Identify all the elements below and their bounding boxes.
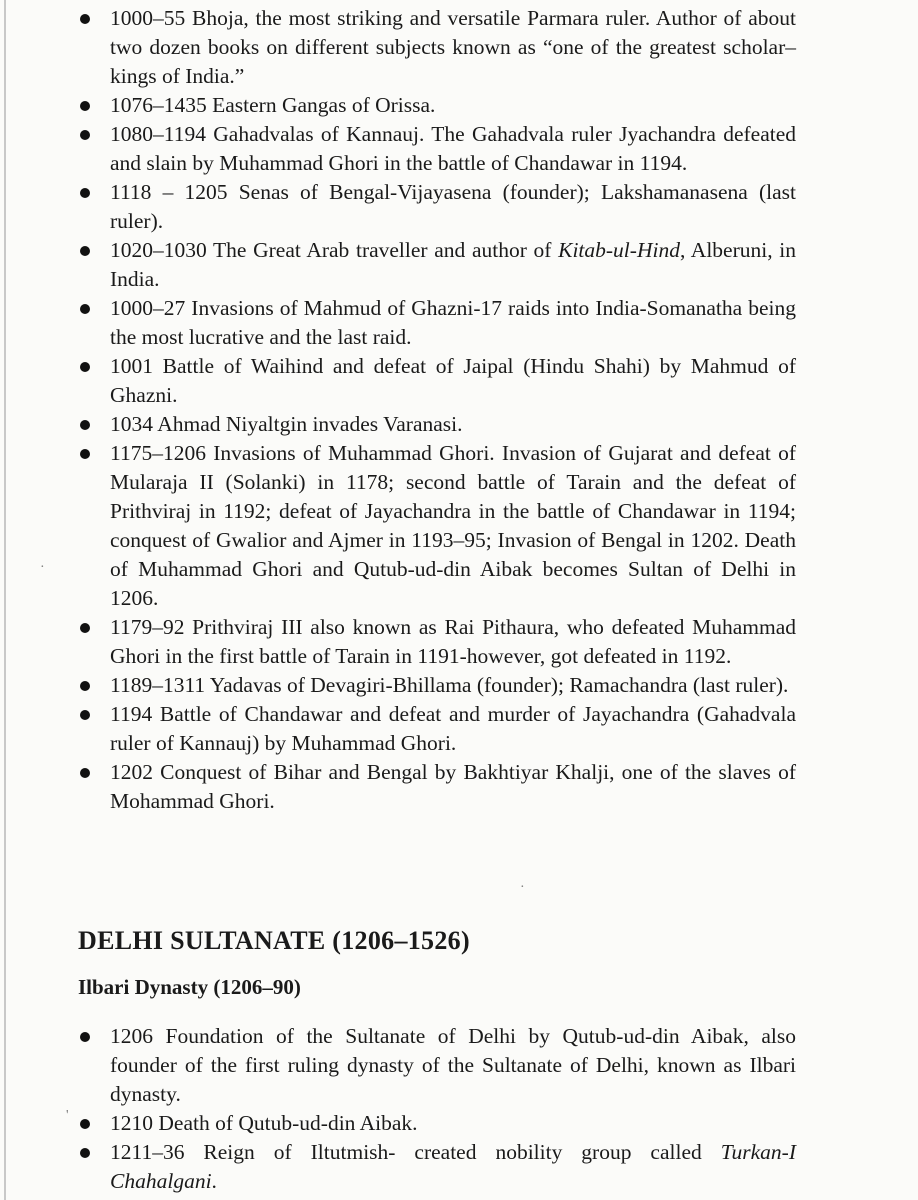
list-item xyxy=(0,758,918,816)
scan-speck: · xyxy=(520,880,525,895)
bullet-icon xyxy=(80,188,90,198)
alberuni-suffix: , Alberuni, in India. xyxy=(110,238,796,291)
list-item-text: 1194 Battle of Chandawar and defeat and murder of Jayachandra (Gahadvala ruler of Kannauj) by Muhammad Ghori. xyxy=(110,702,796,755)
list-item xyxy=(0,236,918,294)
bullet-icon xyxy=(80,449,90,459)
bullet-icon xyxy=(80,304,90,314)
list-item-text: 1001 Battle of Waihind and defeat of Jaipal (Hindu Shahi) by Mahmud of Ghazni. xyxy=(110,354,796,407)
list-item xyxy=(0,178,918,236)
list-item-text: 1175–1206 Invasions of Muhammad Ghori. Invasion of Gujarat and defeat of Mularaja II (Solanki) in 1178; second battle of Tarain and the defeat of Prithviraj in 1192; defeat of Jayachandra in the battle of Chandawar in 1194; conquest of Gwalior and Ajmer in 1193–95; Invasion of Bengal in 1202. Death of Muhammad Ghori and Qutub-ud-din Aibak becomes Sultan of Delhi in 1206. xyxy=(110,441,796,610)
book-title: Kitab-ul-Hind xyxy=(558,238,680,262)
bullet-icon xyxy=(80,362,90,372)
list-item-text: 1000–55 Bhoja, the most striking and versatile Parmara ruler. Author of about two dozen books on different subjects known as “one of the greatest scholar–kings of India.” xyxy=(110,6,796,88)
list-item-text: 1118 – 1205 Senas of Bengal-Vijayasena (founder); Lakshamanasena (last ruler). xyxy=(110,180,796,233)
list-item xyxy=(0,671,918,700)
list-item xyxy=(0,1022,918,1109)
list-item xyxy=(0,4,918,91)
bullet-icon xyxy=(80,420,90,430)
list-item xyxy=(0,410,918,439)
bullet-icon xyxy=(80,710,90,720)
list-item-text: 1000–27 Invasions of Mahmud of Ghazni-17 raids into India-Somanatha being the most lucrative and the last raid. xyxy=(110,296,796,349)
bullet-icon xyxy=(80,246,90,256)
bullet-icon xyxy=(80,1148,90,1158)
list-item xyxy=(0,120,918,178)
list-item xyxy=(0,1109,918,1138)
list-item xyxy=(0,613,918,671)
bullet-icon xyxy=(80,130,90,140)
list-item-text: 1179–92 Prithviraj III also known as Rai Pithaura, who defeated Muhammad Ghori in the first battle of Tarain in 1191-however, got defeated in 1192. xyxy=(110,615,796,668)
bullet-icon xyxy=(80,1119,90,1129)
section-heading: DELHI SULTANATE (1206–1526) xyxy=(78,926,470,955)
list-item-text: 1034 Ahmad Niyaltgin invades Varanasi. xyxy=(110,412,463,436)
timeline-list xyxy=(0,4,918,816)
list-item-text xyxy=(110,238,796,291)
iltutmish-prefix: 1211–36 Reign of Iltutmish- created nobility group called xyxy=(110,1140,721,1164)
bullet-icon xyxy=(80,101,90,111)
list-item-text: 1076–1435 Eastern Gangas of Orissa. xyxy=(110,93,436,117)
list-item xyxy=(0,1138,918,1196)
scan-speck: · xyxy=(40,560,45,575)
list-item-text xyxy=(110,1140,796,1193)
bullet-icon xyxy=(80,768,90,778)
list-item-text: 1080–1194 Gahadvalas of Kannauj. The Gahadvala ruler Jyachandra defeated and slain by Muhammad Ghori in the battle of Chandawar in 1194. xyxy=(110,122,796,175)
bullet-icon xyxy=(80,681,90,691)
list-item xyxy=(0,294,918,352)
bullet-icon xyxy=(80,1032,90,1042)
subsection-heading: Ilbari Dynasty (1206–90) xyxy=(78,975,301,999)
bullet-icon xyxy=(80,623,90,633)
list-item-text: 1210 Death of Qutub-ud-din Aibak. xyxy=(110,1111,418,1135)
iltutmish-suffix: . xyxy=(211,1169,217,1193)
list-item xyxy=(0,439,918,613)
alberuni-prefix: 1020–1030 The Great Arab traveller and author of xyxy=(110,238,559,262)
list-item-text: 1202 Conquest of Bihar and Bengal by Bakhtiyar Khalji, one of the slaves of Mohammad Ghori. xyxy=(110,760,796,813)
scan-speck: ' xyxy=(66,1108,69,1123)
group-title: Turkan-I Chahalgani xyxy=(110,1140,796,1193)
list-item xyxy=(0,700,918,758)
list-item xyxy=(0,352,918,410)
bullet-icon xyxy=(80,14,90,24)
ilbari-list xyxy=(0,1022,918,1196)
list-item-text: 1206 Foundation of the Sultanate of Delhi by Qutub-ud-din Aibak, also founder of the first ruling dynasty of the Sultanate of Delhi, known as Ilbari dynasty. xyxy=(110,1024,796,1106)
list-item xyxy=(0,91,918,120)
list-item-text: 1189–1311 Yadavas of Devagiri-Bhillama (founder); Ramachandra (last ruler). xyxy=(110,673,789,697)
